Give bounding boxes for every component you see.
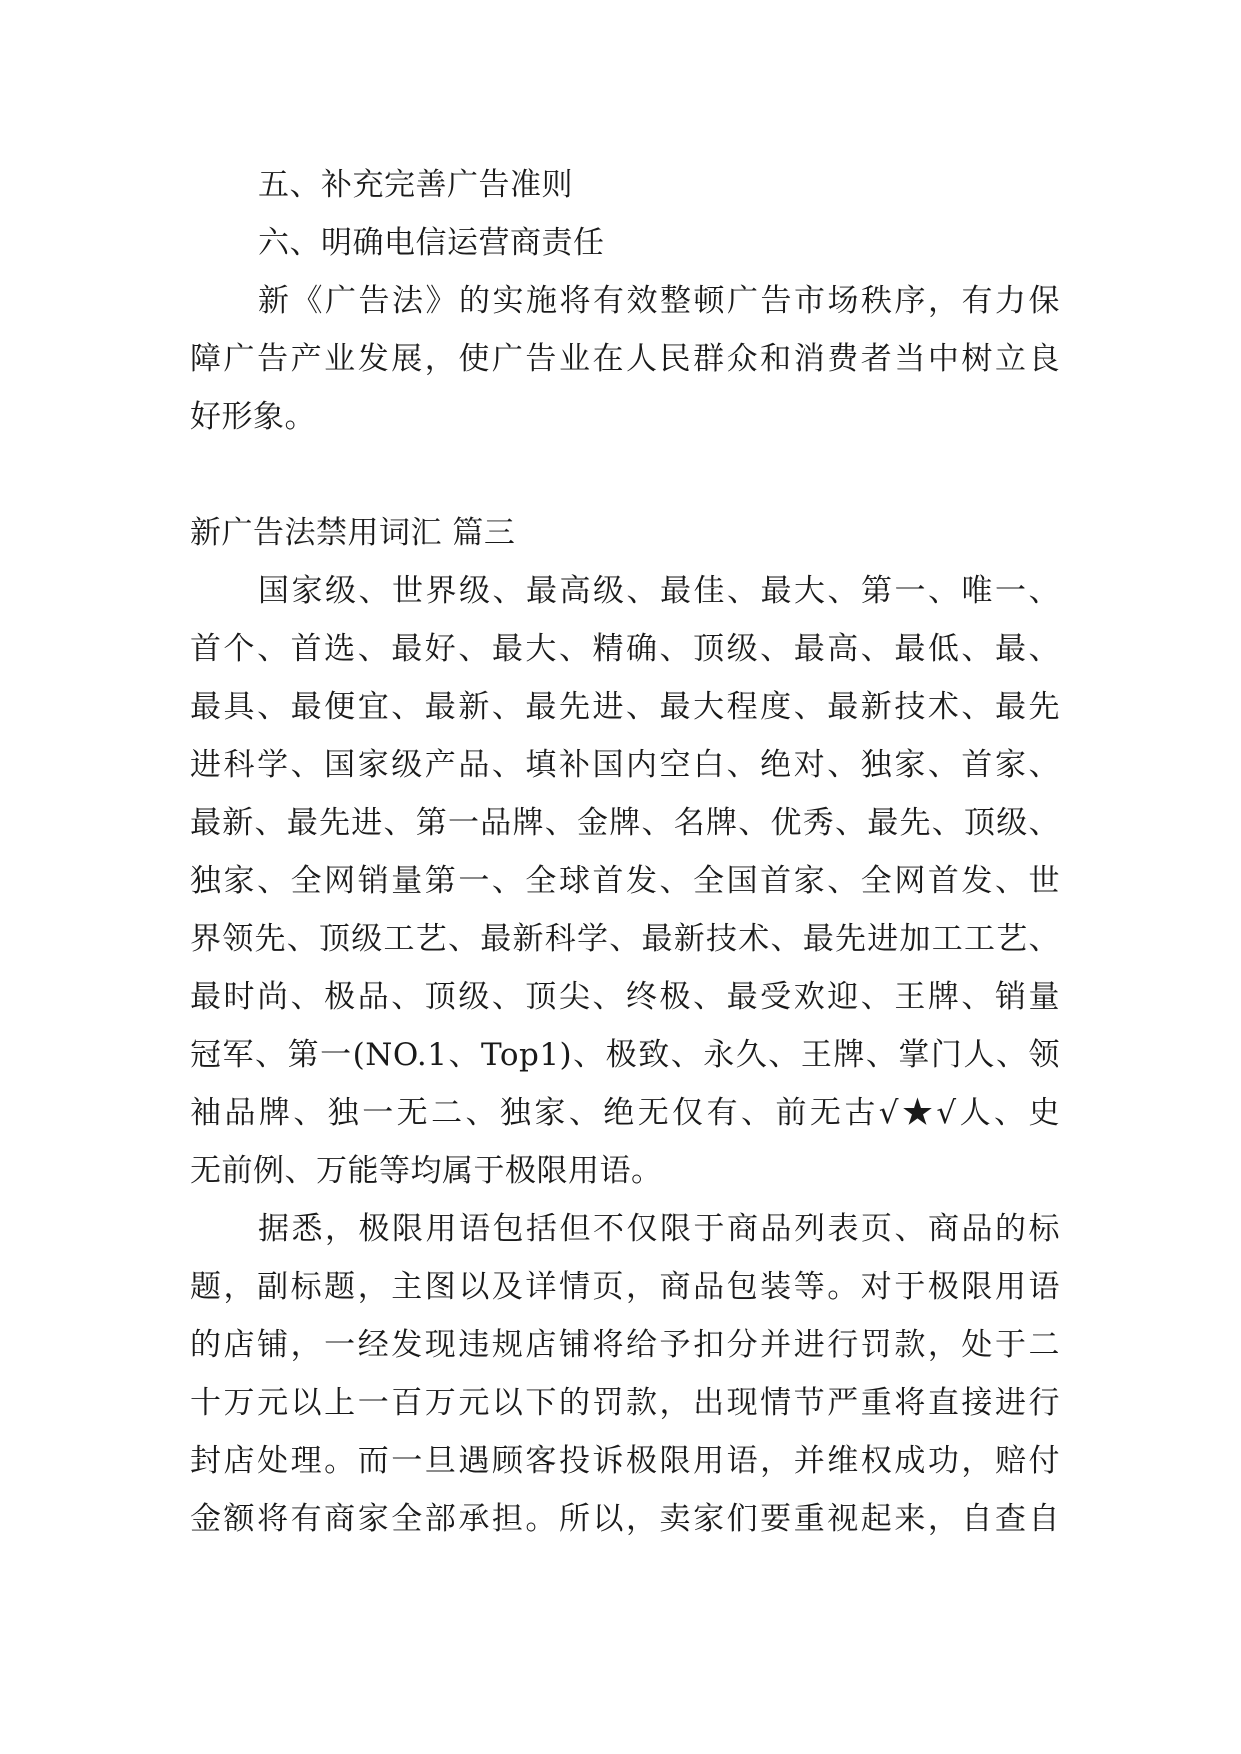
paragraph-line: 好形象。 [190, 399, 316, 435]
paragraph-line: 独家、全网销量第一、全球首发、全国首家、全网首发、世 [190, 863, 1060, 899]
paragraph-line: 新《广告法》的实施将有效整顿广告市场秩序，有力保 [258, 283, 1060, 319]
paragraph-line: 进科学、国家级产品、填补国内空白、绝对、独家、首家、 [190, 747, 1060, 783]
paragraph-line: 十万元以上一百万元以下的罚款，出现情节严重将直接进行 [190, 1385, 1060, 1421]
paragraph-line: 封店处理。而一旦遇顾客投诉极限用语，并维权成功，赔付 [190, 1443, 1060, 1479]
paragraph-line: 最新、最先进、第一品牌、金牌、名牌、优秀、最先、顶级、 [190, 805, 1060, 841]
section-item-6: 六、明确电信运营商责任 [258, 225, 605, 261]
paragraph-line: 障广告产业发展，使广告业在人民群众和消费者当中树立良 [190, 341, 1060, 377]
paragraph-line: 据悉，极限用语包括但不仅限于商品列表页、商品的标 [258, 1211, 1060, 1247]
paragraph-line: 首个、首选、最好、最大、精确、顶级、最高、最低、最、 [190, 631, 1060, 667]
paragraph-line: 最具、最便宜、最新、最先进、最大程度、最新技术、最先 [190, 689, 1060, 725]
paragraph-line: 的店铺，一经发现违规店铺将给予扣分并进行罚款，处于二 [190, 1327, 1060, 1363]
paragraph-line: 国家级、世界级、最高级、最佳、最大、第一、唯一、 [258, 573, 1060, 609]
paragraph-line: 无前例、万能等均属于极限用语。 [190, 1153, 663, 1189]
paragraph-line: 界领先、顶级工艺、最新科学、最新技术、最先进加工工艺、 [190, 921, 1060, 957]
paragraph-line: 金额将有商家全部承担。所以，卖家们要重视起来，自查自 [190, 1501, 1060, 1537]
section-item-5: 五、补充完善广告准则 [258, 167, 573, 203]
paragraph-line: 冠军、第一(NO.1、Top1)、极致、永久、王牌、掌门人、领 [190, 1037, 1060, 1073]
paragraph-line: 袖品牌、独一无二、独家、绝无仅有、前无古√★√人、史 [190, 1095, 1060, 1131]
section-heading: 新广告法禁用词汇 篇三 [190, 515, 516, 551]
paragraph-line: 题，副标题，主图以及详情页，商品包装等。对于极限用语 [190, 1269, 1060, 1305]
paragraph-line: 最时尚、极品、顶级、顶尖、终极、最受欢迎、王牌、销量 [190, 979, 1060, 1015]
